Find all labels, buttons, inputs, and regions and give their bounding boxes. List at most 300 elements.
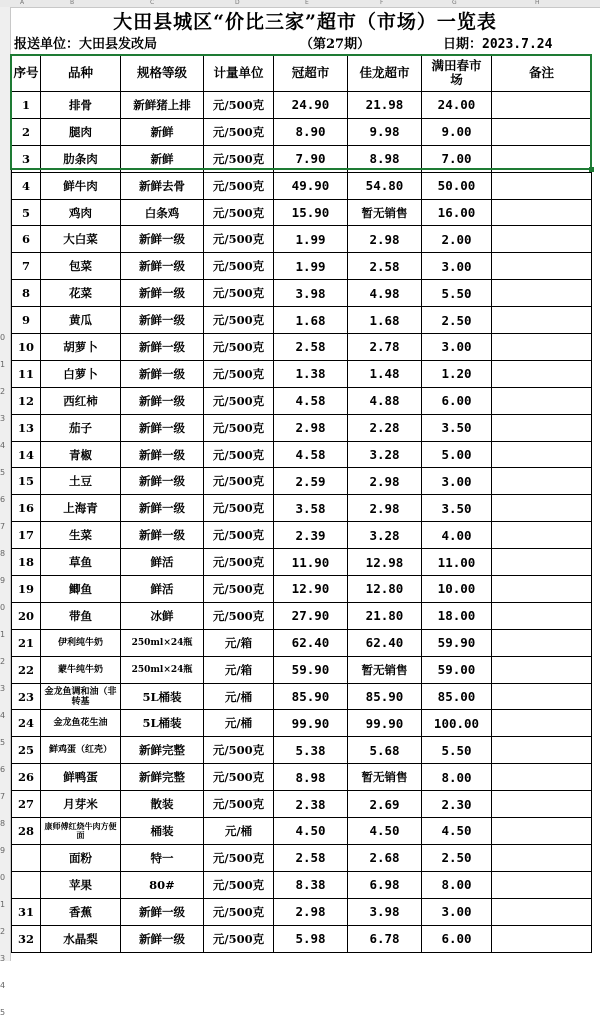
cell-note[interactable] (492, 145, 592, 172)
row-number[interactable]: 4 (0, 981, 6, 990)
cell-jialong[interactable]: 2.69 (348, 791, 422, 818)
cell-spec[interactable]: 新鲜一级 (121, 468, 204, 495)
cell-seq[interactable]: 11 (12, 360, 41, 387)
cell-seq[interactable]: 5 (12, 199, 41, 226)
cell-unit[interactable]: 元/500克 (204, 602, 274, 629)
cell-note[interactable] (492, 764, 592, 791)
cell-mantian[interactable]: 100.00 (422, 710, 492, 737)
cell-spec[interactable]: 新鲜一级 (121, 334, 204, 361)
cell-guan[interactable]: 3.58 (274, 495, 348, 522)
cell-mantian[interactable]: 2.30 (422, 791, 492, 818)
cell-jialong[interactable]: 12.80 (348, 576, 422, 603)
cell-jialong[interactable]: 2.28 (348, 414, 422, 441)
cell-guan[interactable]: 4.58 (274, 387, 348, 414)
row-number[interactable]: 8 (0, 819, 6, 828)
cell-jialong[interactable]: 2.58 (348, 253, 422, 280)
cell-name[interactable]: 金龙鱼花生油 (41, 710, 121, 737)
cell-mantian[interactable]: 6.00 (422, 387, 492, 414)
cell-unit[interactable]: 元/500克 (204, 253, 274, 280)
cell-seq[interactable]: 17 (12, 522, 41, 549)
cell-jialong[interactable]: 21.80 (348, 602, 422, 629)
cell-guan[interactable]: 4.58 (274, 441, 348, 468)
cell-seq[interactable]: 19 (12, 576, 41, 603)
cell-note[interactable] (492, 360, 592, 387)
header-mantian[interactable]: 满田春市场 (422, 55, 492, 92)
cell-seq[interactable]: 12 (12, 387, 41, 414)
cell-jialong[interactable]: 85.90 (348, 683, 422, 710)
row-number[interactable]: 0 (0, 333, 6, 342)
cell-jialong[interactable]: 99.90 (348, 710, 422, 737)
cell-guan[interactable]: 1.38 (274, 360, 348, 387)
row-number[interactable]: 2 (0, 927, 6, 936)
cell-seq[interactable]: 21 (12, 629, 41, 656)
cell-mantian[interactable]: 8.00 (422, 764, 492, 791)
cell-seq[interactable]: 4 (12, 172, 41, 199)
cell-seq[interactable]: 18 (12, 549, 41, 576)
cell-seq[interactable] (12, 844, 41, 871)
cell-note[interactable] (492, 629, 592, 656)
cell-unit[interactable]: 元/500克 (204, 307, 274, 334)
cell-mantian[interactable]: 16.00 (422, 199, 492, 226)
cell-unit[interactable]: 元/桶 (204, 710, 274, 737)
cell-spec[interactable]: 80# (121, 871, 204, 898)
row-number[interactable]: 3 (0, 954, 6, 963)
cell-name[interactable]: 月芽米 (41, 791, 121, 818)
row-number[interactable]: 5 (0, 1008, 6, 1017)
cell-guan[interactable]: 27.90 (274, 602, 348, 629)
cell-seq[interactable]: 23 (12, 683, 41, 710)
cell-jialong[interactable]: 2.98 (348, 226, 422, 253)
cell-seq[interactable]: 15 (12, 468, 41, 495)
row-number[interactable]: 6 (0, 765, 6, 774)
cell-guan[interactable]: 99.90 (274, 710, 348, 737)
cell-guan[interactable]: 1.99 (274, 226, 348, 253)
cell-seq[interactable]: 25 (12, 737, 41, 764)
cell-spec[interactable]: 250ml×24瓶 (121, 656, 204, 683)
cell-note[interactable] (492, 199, 592, 226)
cell-note[interactable] (492, 898, 592, 925)
cell-spec[interactable]: 新鲜一级 (121, 414, 204, 441)
cell-guan[interactable]: 62.40 (274, 629, 348, 656)
cell-note[interactable] (492, 656, 592, 683)
cell-unit[interactable]: 元/500克 (204, 360, 274, 387)
cell-jialong[interactable]: 4.50 (348, 818, 422, 845)
cell-guan[interactable]: 2.98 (274, 898, 348, 925)
cell-jialong[interactable]: 2.78 (348, 334, 422, 361)
cell-name[interactable]: 鲜鸭蛋 (41, 764, 121, 791)
cell-mantian[interactable]: 9.00 (422, 118, 492, 145)
cell-spec[interactable]: 新鲜一级 (121, 495, 204, 522)
cell-spec[interactable]: 鲜活 (121, 549, 204, 576)
column-letter[interactable]: D (235, 0, 240, 6)
cell-spec[interactable]: 新鲜一级 (121, 441, 204, 468)
cell-guan[interactable]: 1.99 (274, 253, 348, 280)
row-number[interactable]: 9 (0, 576, 6, 585)
cell-note[interactable] (492, 791, 592, 818)
cell-mantian[interactable]: 2.50 (422, 307, 492, 334)
cell-unit[interactable]: 元/500克 (204, 764, 274, 791)
column-letter[interactable]: H (535, 0, 540, 6)
cell-unit[interactable]: 元/500克 (204, 737, 274, 764)
cell-name[interactable]: 白萝卜 (41, 360, 121, 387)
cell-note[interactable] (492, 226, 592, 253)
cell-spec[interactable]: 新鲜一级 (121, 307, 204, 334)
column-letter[interactable]: C (150, 0, 155, 6)
cell-seq[interactable]: 31 (12, 898, 41, 925)
cell-unit[interactable]: 元/箱 (204, 629, 274, 656)
cell-unit[interactable]: 元/500克 (204, 871, 274, 898)
cell-guan[interactable]: 8.38 (274, 871, 348, 898)
cell-guan[interactable]: 85.90 (274, 683, 348, 710)
row-number[interactable]: 0 (0, 603, 6, 612)
cell-guan[interactable]: 12.90 (274, 576, 348, 603)
cell-seq[interactable]: 14 (12, 441, 41, 468)
cell-seq[interactable]: 3 (12, 145, 41, 172)
cell-spec[interactable]: 新鲜一级 (121, 226, 204, 253)
cell-note[interactable] (492, 818, 592, 845)
cell-note[interactable] (492, 549, 592, 576)
cell-spec[interactable]: 桶装 (121, 818, 204, 845)
row-number[interactable]: 7 (0, 792, 6, 801)
cell-name[interactable]: 排骨 (41, 92, 121, 119)
cell-mantian[interactable]: 3.00 (422, 468, 492, 495)
cell-name[interactable]: 西红柿 (41, 387, 121, 414)
row-number[interactable]: 5 (0, 468, 6, 477)
cell-name[interactable]: 土豆 (41, 468, 121, 495)
header-note[interactable]: 备注 (492, 55, 592, 92)
cell-seq[interactable] (12, 871, 41, 898)
column-letter[interactable]: E (305, 0, 309, 6)
cell-guan[interactable]: 7.90 (274, 145, 348, 172)
row-number[interactable]: 9 (0, 846, 6, 855)
cell-unit[interactable]: 元/500克 (204, 495, 274, 522)
header-name[interactable]: 品种 (41, 55, 121, 92)
cell-note[interactable] (492, 683, 592, 710)
cell-unit[interactable]: 元/500克 (204, 549, 274, 576)
cell-guan[interactable]: 3.98 (274, 280, 348, 307)
cell-spec[interactable]: 新鲜去骨 (121, 172, 204, 199)
header-seq[interactable]: 序号 (12, 55, 41, 92)
cell-name[interactable]: 肋条肉 (41, 145, 121, 172)
cell-note[interactable] (492, 844, 592, 871)
cell-guan[interactable]: 24.90 (274, 92, 348, 119)
cell-unit[interactable]: 元/500克 (204, 468, 274, 495)
cell-note[interactable] (492, 871, 592, 898)
cell-jialong[interactable]: 12.98 (348, 549, 422, 576)
cell-name[interactable]: 伊利纯牛奶 (41, 629, 121, 656)
cell-name[interactable]: 苹果 (41, 871, 121, 898)
cell-name[interactable]: 花菜 (41, 280, 121, 307)
cell-name[interactable]: 面粉 (41, 844, 121, 871)
cell-mantian[interactable]: 3.00 (422, 898, 492, 925)
cell-name[interactable]: 鸡肉 (41, 199, 121, 226)
cell-spec[interactable]: 新鲜完整 (121, 764, 204, 791)
cell-spec[interactable]: 特一 (121, 844, 204, 871)
cell-name[interactable]: 康师傅红烧牛肉方便面 (41, 818, 121, 845)
cell-note[interactable] (492, 522, 592, 549)
cell-note[interactable] (492, 925, 592, 952)
cell-seq[interactable]: 27 (12, 791, 41, 818)
row-number[interactable]: 3 (0, 684, 6, 693)
row-number[interactable]: 1 (0, 630, 6, 639)
cell-name[interactable]: 鲜鸡蛋（红壳） (41, 737, 121, 764)
cell-name[interactable]: 香蕉 (41, 898, 121, 925)
cell-seq[interactable]: 24 (12, 710, 41, 737)
cell-jialong[interactable]: 3.98 (348, 898, 422, 925)
cell-mantian[interactable]: 1.20 (422, 360, 492, 387)
cell-spec[interactable]: 新鲜一级 (121, 253, 204, 280)
cell-seq[interactable]: 16 (12, 495, 41, 522)
column-letter[interactable]: F (380, 0, 384, 6)
cell-guan[interactable]: 2.58 (274, 844, 348, 871)
cell-spec[interactable]: 散装 (121, 791, 204, 818)
cell-mantian[interactable]: 3.00 (422, 334, 492, 361)
cell-jialong[interactable]: 暂无销售 (348, 656, 422, 683)
cell-unit[interactable]: 元/500克 (204, 334, 274, 361)
cell-jialong[interactable]: 62.40 (348, 629, 422, 656)
cell-jialong[interactable]: 8.98 (348, 145, 422, 172)
cell-seq[interactable]: 9 (12, 307, 41, 334)
cell-mantian[interactable]: 6.00 (422, 925, 492, 952)
cell-note[interactable] (492, 334, 592, 361)
row-number[interactable]: 1 (0, 900, 6, 909)
cell-unit[interactable]: 元/箱 (204, 656, 274, 683)
cell-mantian[interactable]: 7.00 (422, 145, 492, 172)
cell-unit[interactable]: 元/500克 (204, 441, 274, 468)
cell-unit[interactable]: 元/500克 (204, 898, 274, 925)
cell-name[interactable]: 黄瓜 (41, 307, 121, 334)
row-number[interactable]: 6 (0, 495, 6, 504)
cell-name[interactable]: 青椒 (41, 441, 121, 468)
row-number[interactable]: 3 (0, 414, 6, 423)
cell-mantian[interactable]: 5.50 (422, 280, 492, 307)
cell-jialong[interactable]: 3.28 (348, 441, 422, 468)
cell-mantian[interactable]: 5.50 (422, 737, 492, 764)
table-row (12, 280, 592, 307)
cell-seq[interactable]: 2 (12, 118, 41, 145)
row-number[interactable]: 1 (0, 360, 6, 369)
cell-mantian[interactable]: 11.00 (422, 549, 492, 576)
cell-unit[interactable]: 元/桶 (204, 818, 274, 845)
cell-unit[interactable]: 元/500克 (204, 199, 274, 226)
cell-spec[interactable]: 新鲜一级 (121, 925, 204, 952)
cell-guan[interactable]: 8.90 (274, 118, 348, 145)
cell-jialong[interactable]: 6.78 (348, 925, 422, 952)
row-number[interactable]: 7 (0, 522, 6, 531)
cell-guan[interactable]: 11.90 (274, 549, 348, 576)
cell-note[interactable] (492, 710, 592, 737)
cell-unit[interactable]: 元/500克 (204, 118, 274, 145)
cell-spec[interactable]: 新鲜 (121, 118, 204, 145)
cell-note[interactable] (492, 468, 592, 495)
cell-seq[interactable]: 22 (12, 656, 41, 683)
cell-seq[interactable]: 32 (12, 925, 41, 952)
cell-spec[interactable]: 新鲜一级 (121, 522, 204, 549)
cell-jialong[interactable]: 3.28 (348, 522, 422, 549)
cell-spec[interactable]: 250ml×24瓶 (121, 629, 204, 656)
cell-guan[interactable]: 5.38 (274, 737, 348, 764)
cell-note[interactable] (492, 280, 592, 307)
column-letter[interactable]: G (452, 0, 457, 6)
cell-name[interactable]: 上海青 (41, 495, 121, 522)
cell-guan[interactable]: 2.98 (274, 414, 348, 441)
cell-mantian[interactable]: 59.00 (422, 656, 492, 683)
cell-spec[interactable]: 新鲜一级 (121, 360, 204, 387)
cell-name[interactable]: 鲜牛肉 (41, 172, 121, 199)
cell-mantian[interactable]: 3.50 (422, 414, 492, 441)
cell-jialong[interactable]: 1.48 (348, 360, 422, 387)
cell-name[interactable]: 大白菜 (41, 226, 121, 253)
cell-guan[interactable]: 59.90 (274, 656, 348, 683)
cell-mantian[interactable]: 50.00 (422, 172, 492, 199)
cell-seq[interactable]: 8 (12, 280, 41, 307)
cell-mantian[interactable]: 5.00 (422, 441, 492, 468)
cell-jialong[interactable]: 6.98 (348, 871, 422, 898)
cell-note[interactable] (492, 92, 592, 119)
cell-unit[interactable]: 元/桶 (204, 683, 274, 710)
cell-name[interactable]: 生菜 (41, 522, 121, 549)
row-number[interactable]: 2 (0, 387, 6, 396)
cell-spec[interactable]: 新鲜一级 (121, 898, 204, 925)
cell-name[interactable]: 胡萝卜 (41, 334, 121, 361)
cell-spec[interactable]: 新鲜完整 (121, 737, 204, 764)
cell-name[interactable]: 带鱼 (41, 602, 121, 629)
cell-seq[interactable]: 6 (12, 226, 41, 253)
cell-spec[interactable]: 新鲜猪上排 (121, 92, 204, 119)
cell-seq[interactable]: 26 (12, 764, 41, 791)
cell-guan[interactable]: 15.90 (274, 199, 348, 226)
cell-note[interactable] (492, 441, 592, 468)
cell-unit[interactable]: 元/500克 (204, 92, 274, 119)
cell-mantian[interactable]: 3.00 (422, 253, 492, 280)
cell-mantian[interactable]: 2.00 (422, 226, 492, 253)
cell-mantian[interactable]: 4.50 (422, 818, 492, 845)
cell-note[interactable] (492, 172, 592, 199)
cell-guan[interactable]: 49.90 (274, 172, 348, 199)
cell-name[interactable]: 鲫鱼 (41, 576, 121, 603)
cell-unit[interactable]: 元/500克 (204, 844, 274, 871)
cell-name[interactable]: 蒙牛纯牛奶 (41, 656, 121, 683)
cell-seq[interactable]: 13 (12, 414, 41, 441)
cell-jialong[interactable]: 暂无销售 (348, 199, 422, 226)
cell-note[interactable] (492, 253, 592, 280)
cell-jialong[interactable]: 9.98 (348, 118, 422, 145)
cell-note[interactable] (492, 118, 592, 145)
cell-seq[interactable]: 1 (12, 92, 41, 119)
cell-jialong[interactable]: 2.98 (348, 468, 422, 495)
cell-seq[interactable]: 10 (12, 334, 41, 361)
cell-spec[interactable]: 5L桶装 (121, 683, 204, 710)
cell-mantian[interactable]: 85.00 (422, 683, 492, 710)
cell-name[interactable]: 草鱼 (41, 549, 121, 576)
cell-mantian[interactable]: 10.00 (422, 576, 492, 603)
row-number[interactable]: 4 (0, 711, 6, 720)
cell-mantian[interactable]: 4.00 (422, 522, 492, 549)
cell-note[interactable] (492, 387, 592, 414)
row-number[interactable]: 4 (0, 441, 6, 450)
cell-unit[interactable]: 元/500克 (204, 172, 274, 199)
cell-unit[interactable]: 元/500克 (204, 145, 274, 172)
header-guan[interactable]: 冠超市 (274, 55, 348, 92)
cell-seq[interactable]: 20 (12, 602, 41, 629)
cell-name[interactable]: 腿肉 (41, 118, 121, 145)
cell-guan[interactable]: 2.58 (274, 334, 348, 361)
fill-handle[interactable] (589, 167, 594, 172)
cell-unit[interactable]: 元/500克 (204, 280, 274, 307)
cell-name[interactable]: 茄子 (41, 414, 121, 441)
cell-name[interactable]: 金龙鱼调和油（非转基 (41, 683, 121, 710)
cell-unit[interactable]: 元/500克 (204, 414, 274, 441)
cell-spec[interactable]: 冰鲜 (121, 602, 204, 629)
cell-mantian[interactable]: 8.00 (422, 871, 492, 898)
row-number[interactable]: 2 (0, 657, 6, 666)
cell-spec[interactable]: 5L桶装 (121, 710, 204, 737)
cell-jialong[interactable]: 4.98 (348, 280, 422, 307)
cell-guan[interactable]: 2.39 (274, 522, 348, 549)
cell-jialong[interactable]: 4.88 (348, 387, 422, 414)
cell-seq[interactable]: 28 (12, 818, 41, 845)
column-letter[interactable]: A (20, 0, 25, 6)
cell-guan[interactable]: 4.50 (274, 818, 348, 845)
row-number[interactable]: 0 (0, 873, 6, 882)
header-unit[interactable]: 计量单位 (204, 55, 274, 92)
row-number[interactable]: 5 (0, 738, 6, 747)
cell-unit[interactable]: 元/500克 (204, 791, 274, 818)
cell-jialong[interactable]: 1.68 (348, 307, 422, 334)
cell-note[interactable] (492, 737, 592, 764)
cell-unit[interactable]: 元/500克 (204, 226, 274, 253)
cell-jialong[interactable]: 2.68 (348, 844, 422, 871)
cell-note[interactable] (492, 602, 592, 629)
cell-unit[interactable]: 元/500克 (204, 387, 274, 414)
row-number[interactable]: 8 (0, 549, 6, 558)
cell-spec[interactable]: 鲜活 (121, 576, 204, 603)
cell-jialong[interactable]: 2.98 (348, 495, 422, 522)
cell-guan[interactable]: 1.68 (274, 307, 348, 334)
cell-name[interactable]: 水晶梨 (41, 925, 121, 952)
cell-name[interactable]: 包菜 (41, 253, 121, 280)
column-letter[interactable]: B (70, 0, 75, 6)
cell-spec[interactable]: 白条鸡 (121, 199, 204, 226)
cell-guan[interactable]: 5.98 (274, 925, 348, 952)
cell-guan[interactable]: 8.98 (274, 764, 348, 791)
cell-jialong[interactable]: 54.80 (348, 172, 422, 199)
header-spec[interactable]: 规格等级 (121, 55, 204, 92)
cell-mantian[interactable]: 24.00 (422, 92, 492, 119)
cell-mantian[interactable]: 59.90 (422, 629, 492, 656)
cell-spec[interactable]: 新鲜一级 (121, 387, 204, 414)
cell-spec[interactable]: 新鲜一级 (121, 280, 204, 307)
cell-note[interactable] (492, 307, 592, 334)
cell-spec[interactable]: 新鲜 (121, 145, 204, 172)
cell-mantian[interactable]: 3.50 (422, 495, 492, 522)
cell-unit[interactable]: 元/500克 (204, 576, 274, 603)
cell-unit[interactable]: 元/500克 (204, 925, 274, 952)
cell-jialong[interactable]: 5.68 (348, 737, 422, 764)
cell-guan[interactable]: 2.59 (274, 468, 348, 495)
cell-note[interactable] (492, 495, 592, 522)
cell-note[interactable] (492, 576, 592, 603)
cell-mantian[interactable]: 18.00 (422, 602, 492, 629)
cell-jialong[interactable]: 暂无销售 (348, 764, 422, 791)
cell-mantian[interactable]: 2.50 (422, 844, 492, 871)
cell-note[interactable] (492, 414, 592, 441)
header-jialong[interactable]: 佳龙超市 (348, 55, 422, 92)
cell-unit[interactable]: 元/500克 (204, 522, 274, 549)
cell-seq[interactable]: 7 (12, 253, 41, 280)
cell-guan[interactable]: 2.38 (274, 791, 348, 818)
cell-jialong[interactable]: 21.98 (348, 92, 422, 119)
